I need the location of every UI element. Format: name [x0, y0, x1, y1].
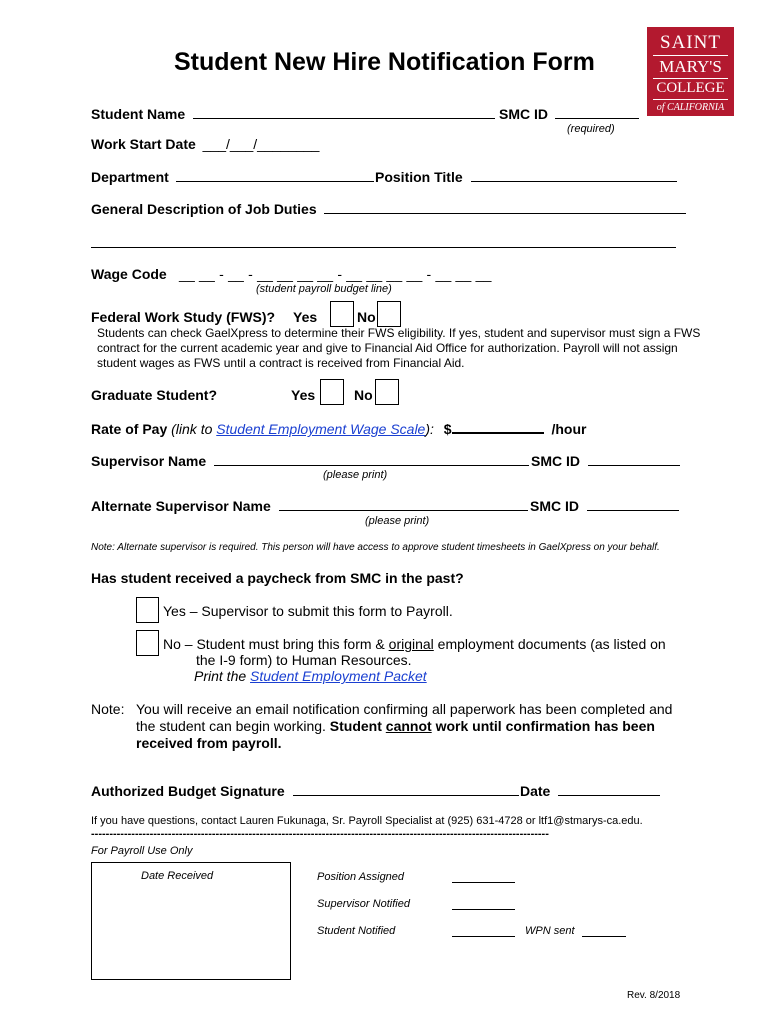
note-line-3: received from payroll.: [136, 735, 282, 751]
paycheck-yes-checkbox[interactable]: [136, 597, 159, 623]
note-line-2d: work until confirmation has been: [431, 718, 655, 734]
supervisor-please-print: (please print): [323, 469, 388, 481]
student-name-label: Student Name: [91, 106, 186, 122]
paycheck-question: Has student received a paycheck from SMC in the past?: [91, 570, 464, 586]
per-hour-label: /hour: [551, 421, 587, 437]
graduate-no-label: No: [354, 387, 373, 403]
rate-of-pay-field[interactable]: [452, 420, 544, 434]
student-name-row: [91, 106, 495, 122]
supervisor-name-label: Supervisor Name: [91, 453, 207, 469]
department-field[interactable]: [176, 169, 374, 182]
wpn-sent-label: WPN sent: [525, 925, 575, 937]
logo-line-3: COLLEGE: [656, 80, 725, 96]
college-logo: [647, 27, 734, 116]
job-duties-field[interactable]: [324, 201, 686, 214]
job-duties-line-2[interactable]: [91, 247, 676, 248]
smc-id-label: SMC ID: [499, 106, 548, 122]
supervisor-smc-id-label: SMC ID: [531, 453, 580, 469]
print-packet-line: [194, 668, 427, 684]
department-label: Department: [91, 169, 169, 185]
position-assigned-label: Position Assigned: [317, 871, 405, 883]
graduate-no-checkbox[interactable]: [375, 379, 399, 405]
alt-supervisor-smc-id-label: SMC ID: [530, 498, 579, 514]
date-received-label: Date Received: [141, 870, 214, 882]
paycheck-no-text-2: employment documents (as listed on: [433, 636, 666, 652]
contact-info: If you have questions, contact Lauren Fukunaga, Sr. Payroll Specialist at (925) 631-4728 or ltf1@stmarys-ca.edu.: [91, 815, 643, 827]
note-text: [136, 701, 696, 752]
payroll-heading: For Payroll Use Only: [91, 845, 193, 857]
note-line-2: [136, 718, 696, 735]
student-notified-label: Student Notified: [317, 925, 396, 937]
print-the-text: Print the: [194, 668, 251, 684]
work-start-date-label: Work Start Date: [91, 136, 196, 152]
rate-of-pay-label: Rate of Pay: [91, 421, 168, 437]
fws-yes-label: Yes: [293, 309, 318, 325]
wpn-sent-field[interactable]: [582, 936, 626, 937]
supervisor-notified-label: Supervisor Notified: [317, 898, 410, 910]
fws-no-label: No: [357, 309, 376, 325]
paycheck-no-checkbox[interactable]: [136, 630, 159, 656]
rate-link-prefix: (link to: [171, 421, 217, 437]
fws-label: Federal Work Study (FWS)?: [91, 309, 276, 325]
revision-label: Rev. 8/2018: [627, 990, 681, 1001]
rate-of-pay-row: [91, 420, 586, 437]
alt-supervisor-please-print: (please print): [365, 515, 430, 527]
wage-code-note: (student payroll budget line): [256, 283, 392, 295]
logo-line-2: MARY'S: [659, 57, 722, 76]
job-duties-label: General Description of Job Duties: [91, 201, 317, 217]
alt-supervisor-smc-id-field[interactable]: [587, 498, 679, 511]
divider-line: -----------------------------------------------------------------------------------------------------------------------------: [91, 828, 549, 840]
note-label: Note:: [91, 701, 125, 717]
paycheck-no-text-1: No – Student must bring this form &: [163, 636, 389, 652]
supervisor-name-field[interactable]: [214, 453, 529, 466]
fws-note: Students can check GaelXpress to determine their FWS eligibility. If yes, student and supervisor must sign a FWS contract for the current academic year and give to Financial Aid Office for authorization. Payroll will not assign student wages as FWS until a contract is received from Financial Aid.: [97, 326, 701, 370]
student-name-field[interactable]: [193, 106, 495, 119]
logo-line-4: of CALIFORNIA: [656, 102, 725, 113]
position-title-label: Position Title: [375, 169, 463, 185]
note-line-1: You will receive an email notification confirming all paperwork has been completed and: [136, 701, 673, 717]
logo-line-1: SAINT: [660, 32, 721, 53]
supervisor-notified-field[interactable]: [452, 909, 515, 910]
position-title-field[interactable]: [471, 169, 677, 182]
date-received-box[interactable]: [91, 862, 291, 980]
required-note: (required): [567, 123, 615, 135]
graduate-yes-label: Yes: [291, 387, 316, 403]
wage-scale-link[interactable]: Student Employment Wage Scale: [216, 421, 426, 437]
signature-date-field[interactable]: [558, 783, 660, 796]
signature-date-label: Date: [520, 783, 551, 799]
note-line-2a: the student can begin working.: [136, 718, 330, 734]
page-title: Student New Hire Notification Form: [174, 48, 595, 76]
paycheck-no-text: [163, 636, 666, 652]
budget-signature-label: Authorized Budget Signature: [91, 783, 285, 799]
note-line-2b: Student: [329, 718, 386, 734]
employment-packet-link[interactable]: Student Employment Packet: [250, 668, 427, 684]
paycheck-no-text-3: the I-9 form) to Human Resources.: [196, 652, 412, 668]
graduate-label: Graduate Student?: [91, 387, 218, 403]
paycheck-yes-text: Yes – Supervisor to submit this form to Payroll.: [163, 603, 453, 619]
graduate-yes-checkbox[interactable]: [320, 379, 344, 405]
dollar-sign: $: [443, 421, 452, 437]
rate-link-suffix: ):: [425, 421, 434, 437]
alt-supervisor-name-label: Alternate Supervisor Name: [91, 498, 271, 514]
wage-code-label: Wage Code: [91, 266, 167, 282]
fws-yes-checkbox[interactable]: [330, 301, 354, 327]
wage-code-field[interactable]: __ __ - __ - __ __ __ __ - __ __ __ __ - __ __ __: [179, 266, 492, 282]
student-notified-field[interactable]: [452, 936, 515, 937]
budget-signature-field[interactable]: [293, 783, 519, 796]
original-word: original: [388, 636, 434, 652]
note-cannot: cannot: [385, 718, 432, 734]
work-start-date-field[interactable]: ___/___/________: [202, 136, 320, 152]
supervisor-smc-id-field[interactable]: [588, 453, 680, 466]
position-assigned-field[interactable]: [452, 882, 515, 883]
alt-supervisor-name-field[interactable]: [279, 498, 528, 511]
alt-supervisor-note: Note: Alternate supervisor is required. This person will have access to approve student timesheets in GaelXpress on your behalf.: [91, 542, 660, 553]
smc-id-field[interactable]: [555, 106, 639, 119]
fws-no-checkbox[interactable]: [377, 301, 401, 327]
